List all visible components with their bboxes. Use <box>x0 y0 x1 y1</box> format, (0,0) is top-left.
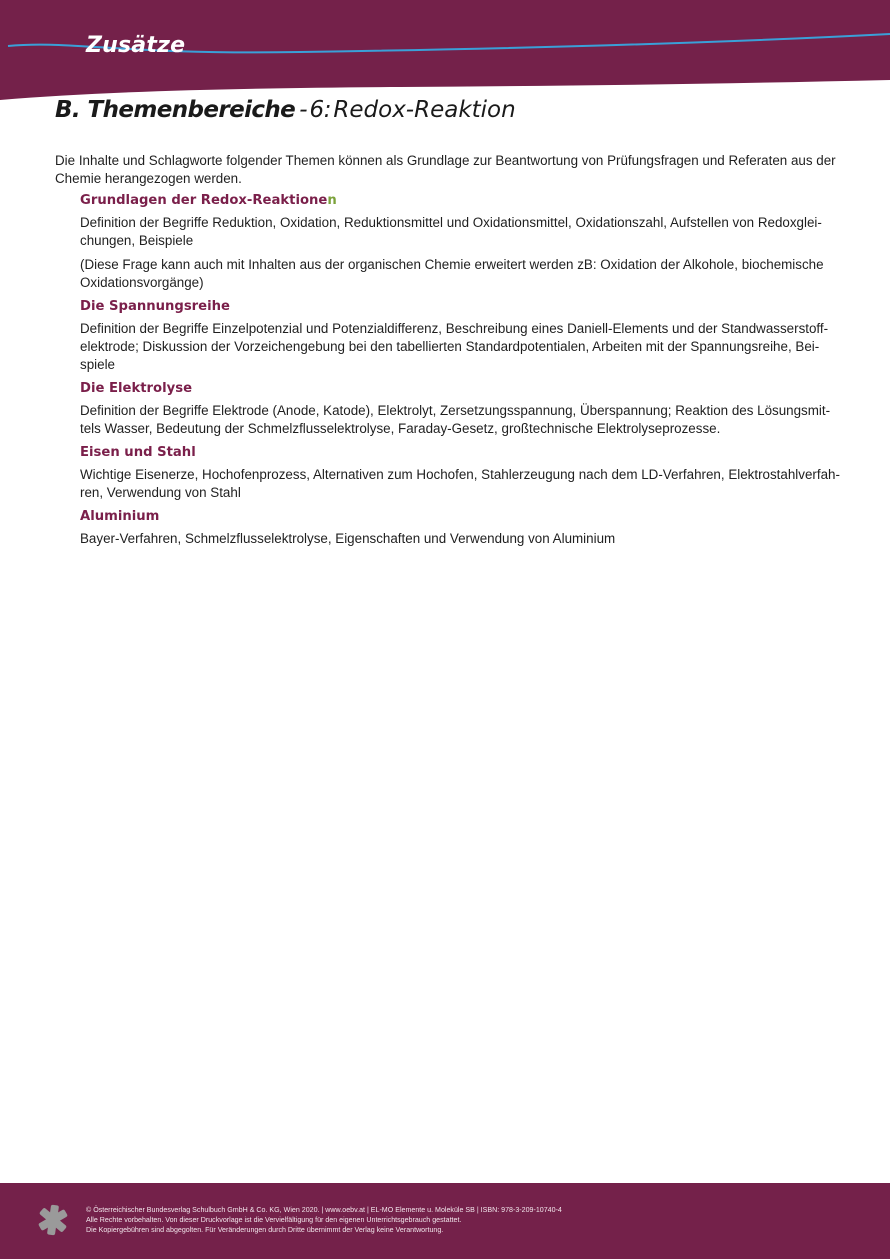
page-footer <box>0 1183 890 1259</box>
page-header <box>0 0 890 100</box>
page-title <box>55 97 516 123</box>
section-heading: Eisen und Stahl <box>80 445 196 460</box>
section-heading: Die Spannungsreihe <box>80 299 230 314</box>
footer-line: Alle Rechte vorbehalten. Von dieser Druckvorlage ist die Vervielfältigung für den eigenen Unterrichtsgebrauch gestattet. <box>86 1216 462 1225</box>
footer-line: © Österreichischer Bundesverlag Schulbuch GmbH & Co. KG, Wien 2020. | www.oebv.at | EL-MO Elemente u. Moleküle SB | ISBN: 978-3-209-10740-4 <box>86 1206 562 1214</box>
footer-line: Die Kopiergebühren sind abgegolten. Für Veränderungen durch Dritte übernimmt der Verlag keine Verantwortung. <box>86 1226 444 1235</box>
section-heading: Die Elektrolyse <box>80 381 193 396</box>
page-title-number: 6: <box>309 97 332 123</box>
page-title-main: B. Themenbereiche <box>55 97 296 123</box>
section-label: Zusätze <box>86 33 186 58</box>
section-aluminium <box>80 508 840 548</box>
section-paragraph: Wichtige Eisenerze, Hochofenprozess, Alternativen zum Hochofen, Stahlerzeugung nach dem LD-Verfahren, Elektrostahlverfah-ren, Verwendung von Stahl <box>80 467 840 500</box>
section-heading-accent: n <box>327 193 337 208</box>
section-elektrolyse <box>80 380 840 438</box>
topics-content <box>80 192 840 554</box>
section-heading: Aluminium <box>80 509 160 524</box>
oebv-asterisk-logo-icon <box>36 1203 70 1237</box>
intro-text: Die Inhalte und Schlagworte folgender Themen können als Grundlage zur Beantwortung von Prüfungsfragen und Referaten aus der Chemie herangezogen werden. <box>55 153 836 186</box>
section-heading-main: Grundlagen der Redox-Reaktione <box>80 193 328 208</box>
section-paragraph: Definition der Begriffe Einzelpotenzial und Potenzialdifferenz, Beschreibung eines Daniell-Elements und der Standwasserstoff-elektrode; Diskussion der Vorzeichengebung bei den tabellierten Standardpotentialen, Arbeiten mit der Spannungsreihe, Bei-spiele <box>80 321 829 372</box>
section-redox-basics <box>80 192 840 292</box>
section-spannungsreihe <box>80 298 840 374</box>
footer-copyright <box>86 1205 562 1236</box>
section-paragraph: Definition der Begriffe Elektrode (Anode, Katode), Elektrolyt, Zersetzungsspannung, Überspannung; Reaktion des Lösungsmit-tels Wasser, Bedeutung der Schmelzflusselektrolyse, Faraday-Gesetz, großtechnische Elektrolyseprozesse. <box>80 403 831 436</box>
page-title-topic: Redox-Reaktion <box>333 97 516 123</box>
section-eisen-stahl <box>80 444 840 502</box>
section-paragraph: (Diese Frage kann auch mit Inhalten aus der organischen Chemie erweitert werden zB: Oxidation der Alkohole, biochemische Oxidationsvorgänge) <box>80 257 824 290</box>
section-paragraph: Bayer-Verfahren, Schmelzflusselektrolyse, Eigenschaften und Verwendung von Aluminium <box>80 531 616 546</box>
section-heading <box>80 192 840 209</box>
page-title-separator: - <box>299 97 308 123</box>
section-paragraph: Definition der Begriffe Reduktion, Oxidation, Reduktionsmittel und Oxidationsmittel, Oxidationszahl, Aufstellen von Redoxglei-chungen, Beispiele <box>80 215 822 248</box>
